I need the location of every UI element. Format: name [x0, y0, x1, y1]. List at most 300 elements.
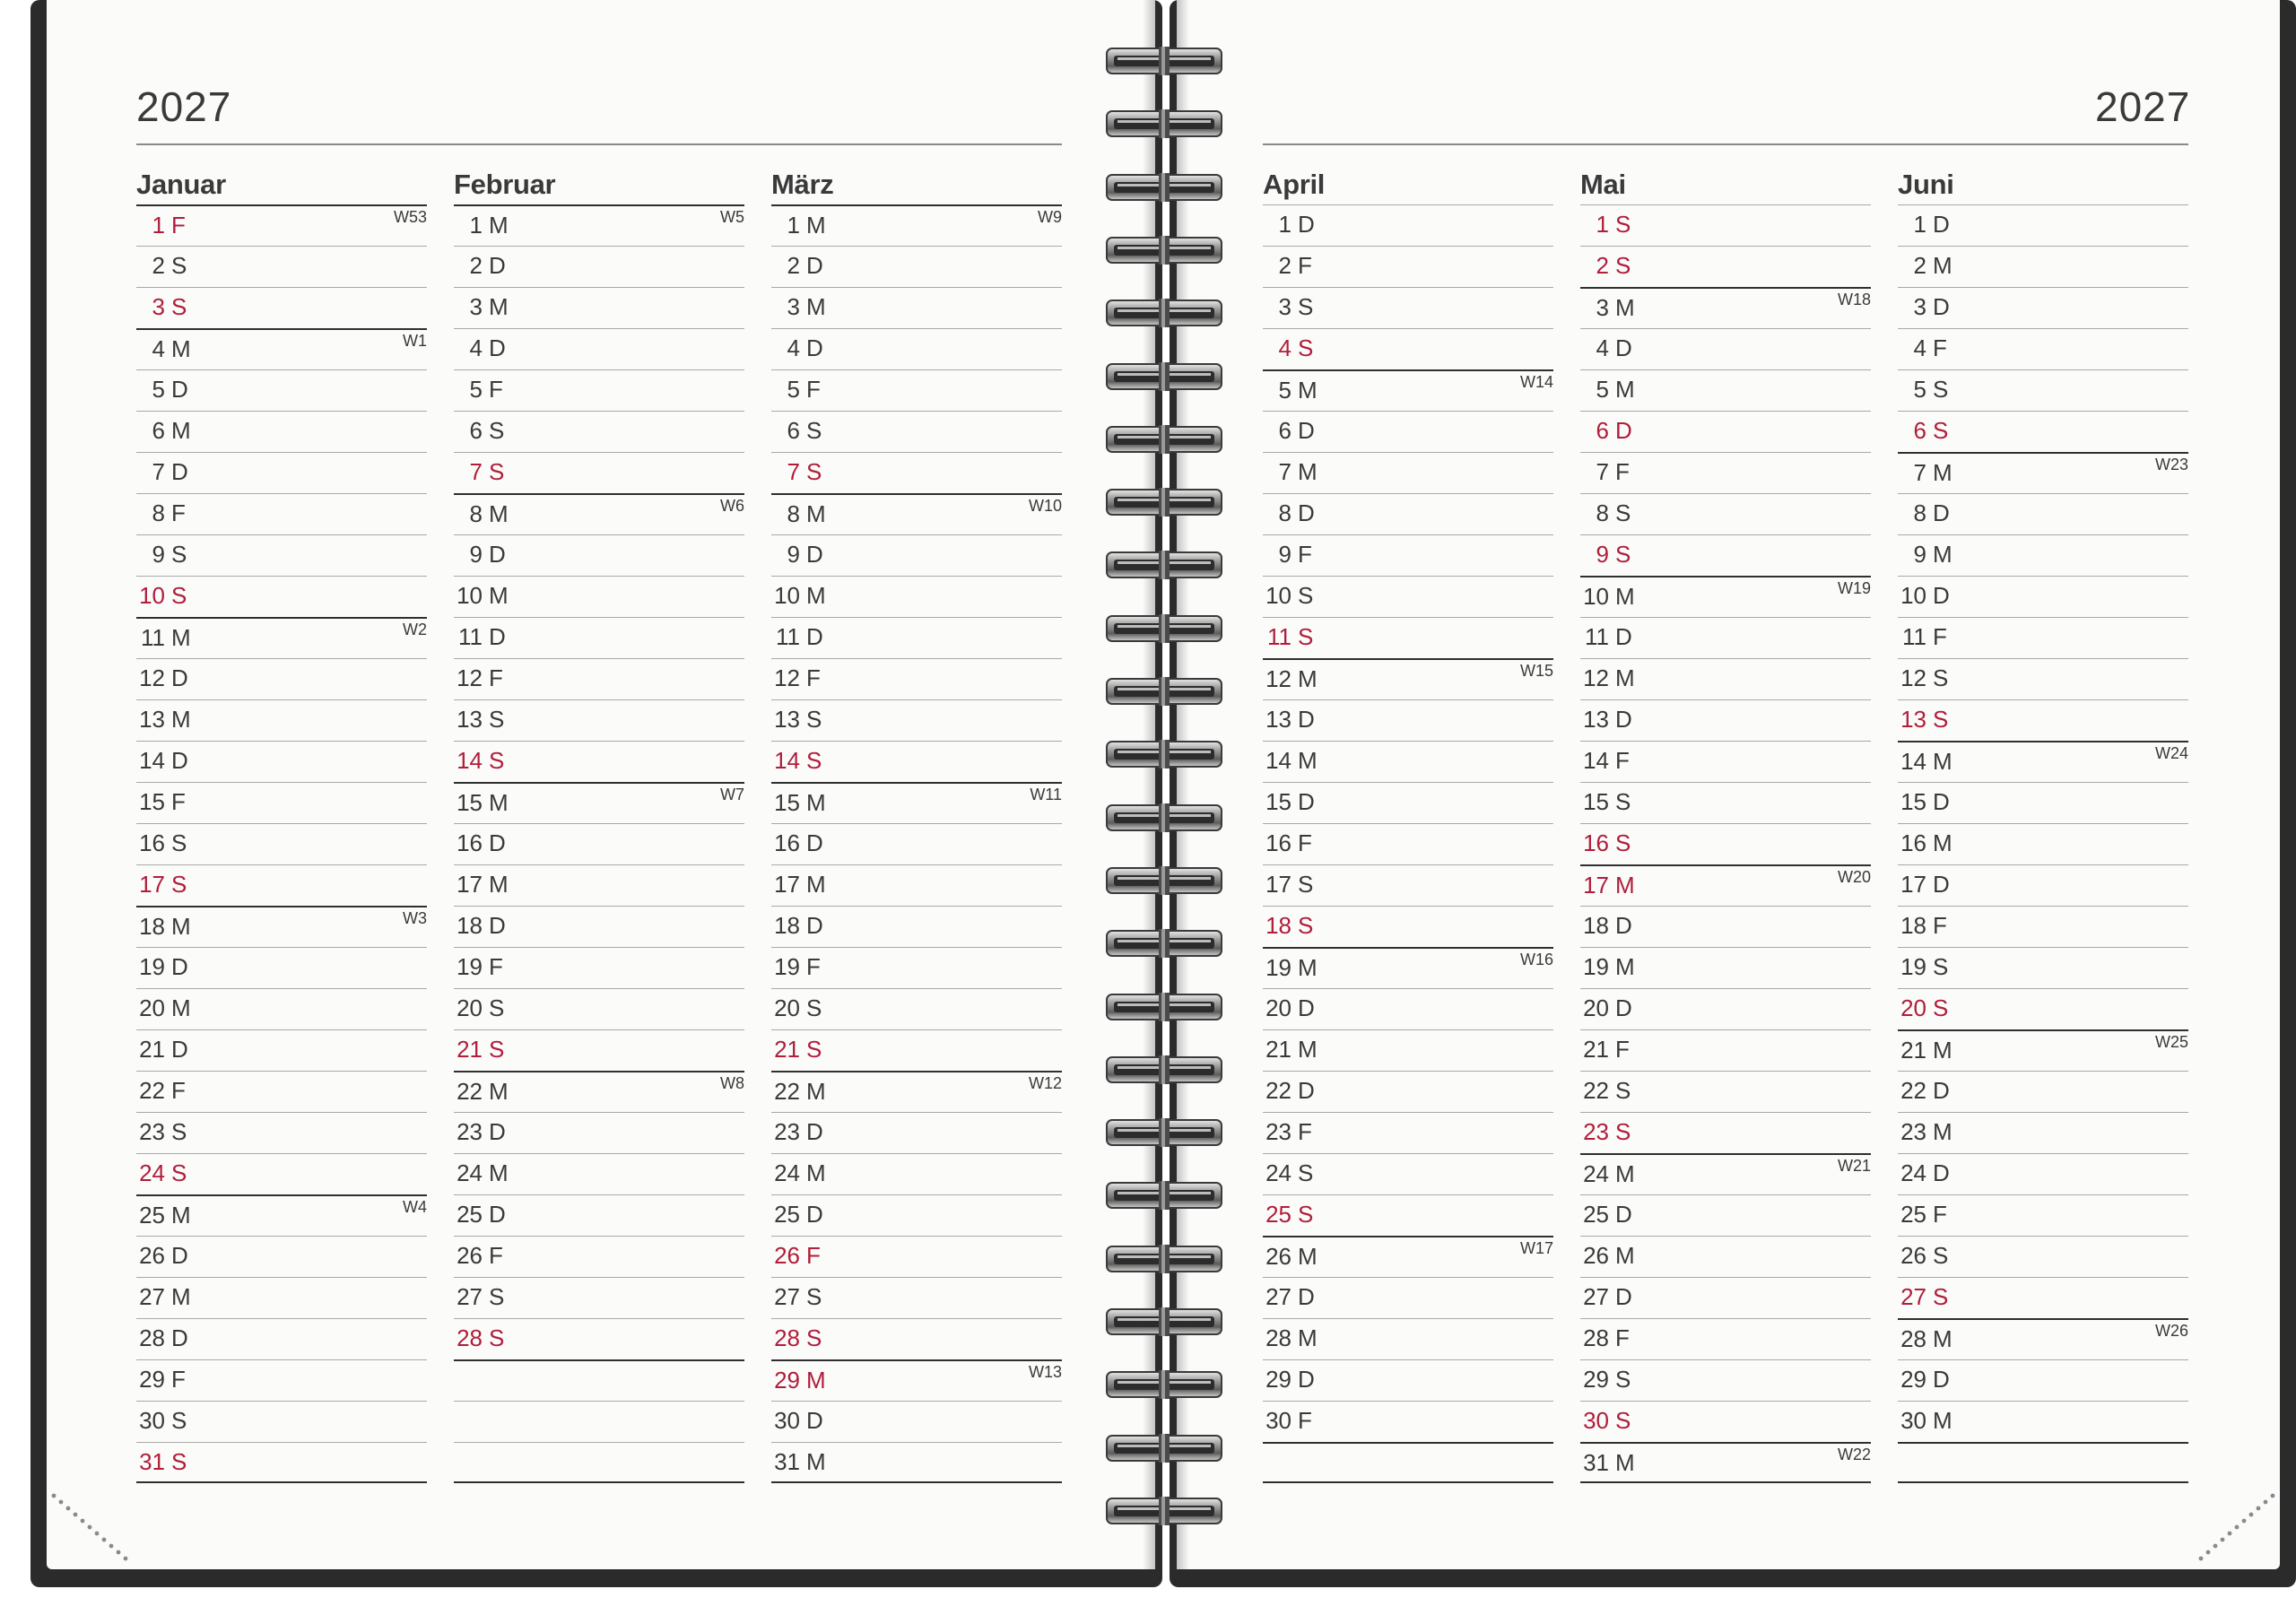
binding-ring — [1105, 614, 1223, 643]
binding-ring — [1105, 1118, 1223, 1147]
day-row[interactable] — [454, 493, 744, 534]
weekday-letter: M — [1615, 1449, 1635, 1476]
day-number: 29 — [1583, 1366, 1609, 1393]
day-row[interactable] — [136, 328, 427, 369]
day-row[interactable] — [771, 328, 1062, 369]
day-number: 23 — [457, 1118, 483, 1145]
weekday-letter: S — [1298, 912, 1314, 939]
day-row[interactable] — [454, 411, 744, 452]
day-row[interactable] — [771, 947, 1062, 988]
day-row[interactable] — [771, 1236, 1062, 1277]
day-number: 8 — [469, 500, 483, 527]
month-column-juni — [1898, 165, 2188, 1483]
day-number: 20 — [1265, 994, 1292, 1021]
day-row[interactable] — [771, 287, 1062, 328]
day-row[interactable] — [1580, 1153, 1871, 1194]
day-row[interactable] — [136, 658, 427, 699]
day-row[interactable] — [454, 1029, 744, 1071]
weekday-letter: M — [489, 582, 509, 609]
day-row[interactable] — [771, 1442, 1062, 1483]
day-row[interactable] — [454, 204, 744, 246]
day-row[interactable] — [1898, 699, 2188, 741]
weekday-letter: S — [1933, 1283, 1949, 1310]
day-row[interactable] — [136, 1401, 427, 1442]
day-row[interactable] — [136, 1442, 427, 1483]
day-row[interactable] — [1263, 699, 1553, 741]
day-row[interactable] — [454, 906, 744, 947]
day-row[interactable] — [1898, 1194, 2188, 1236]
day-row[interactable] — [1263, 823, 1553, 864]
day-row[interactable] — [1898, 782, 2188, 823]
weekday-letter: M — [806, 1078, 826, 1105]
day-row[interactable] — [136, 1029, 427, 1071]
day-row[interactable] — [136, 204, 427, 246]
day-row[interactable] — [1898, 1401, 2188, 1442]
weekday-letter: M — [1933, 1037, 1952, 1064]
day-number: 29 — [1900, 1366, 1926, 1393]
day-row[interactable] — [771, 1277, 1062, 1318]
day-number: 9 — [787, 541, 800, 568]
weekday-letter: F — [1298, 1407, 1312, 1434]
day-number: 8 — [1596, 499, 1609, 526]
day-row[interactable] — [136, 1153, 427, 1194]
day-number: 8 — [152, 499, 165, 526]
day-row[interactable] — [1580, 1236, 1871, 1277]
day-row[interactable] — [454, 576, 744, 617]
day-row[interactable] — [1263, 1153, 1553, 1194]
day-row[interactable] — [1580, 1071, 1871, 1112]
weekday-letter: F — [1615, 1324, 1630, 1351]
day-row[interactable] — [1898, 1029, 2188, 1071]
day-row[interactable] — [136, 369, 427, 411]
weekday-letter: S — [1298, 1159, 1314, 1186]
day-number: 2 — [1913, 252, 1926, 279]
day-row[interactable] — [1898, 658, 2188, 699]
day-number: 10 — [1265, 582, 1292, 609]
binding-ring — [1105, 551, 1223, 579]
day-number: 27 — [774, 1283, 800, 1310]
day-number: 1 — [1596, 211, 1609, 238]
day-row[interactable] — [1580, 864, 1871, 906]
weekday-letter: D — [171, 953, 188, 980]
day-row[interactable] — [136, 1277, 427, 1318]
day-number: 2 — [1278, 252, 1292, 279]
day-row[interactable] — [771, 1194, 1062, 1236]
day-row[interactable] — [1580, 741, 1871, 782]
day-number: 31 — [774, 1448, 800, 1475]
day-row[interactable] — [771, 1359, 1062, 1401]
day-row[interactable] — [1580, 493, 1871, 534]
day-row[interactable] — [1263, 1112, 1553, 1153]
day-row[interactable] — [1263, 534, 1553, 576]
weekday-letter: M — [806, 1159, 826, 1186]
day-row[interactable] — [1263, 1318, 1553, 1359]
day-row[interactable] — [1580, 1277, 1871, 1318]
day-row[interactable] — [771, 823, 1062, 864]
day-row[interactable] — [1898, 741, 2188, 782]
day-row[interactable] — [771, 411, 1062, 452]
weekday-letter: D — [1933, 1159, 1950, 1186]
day-number: 30 — [1265, 1407, 1292, 1434]
day-row[interactable] — [136, 411, 427, 452]
day-number: 30 — [1583, 1407, 1609, 1434]
day-row[interactable] — [1580, 452, 1871, 493]
day-row[interactable] — [454, 328, 744, 369]
day-row[interactable] — [1580, 658, 1871, 699]
day-number: 28 — [1265, 1324, 1292, 1351]
day-number: 3 — [1596, 294, 1609, 321]
empty-day-row[interactable] — [454, 1442, 744, 1483]
day-row[interactable] — [771, 658, 1062, 699]
day-row[interactable] — [771, 1029, 1062, 1071]
day-row[interactable] — [1580, 576, 1871, 617]
day-row[interactable] — [771, 493, 1062, 534]
day-number: 17 — [1900, 871, 1926, 898]
day-row[interactable] — [1263, 452, 1553, 493]
day-row[interactable] — [1898, 988, 2188, 1029]
day-row[interactable] — [1898, 823, 2188, 864]
day-row[interactable] — [1263, 493, 1553, 534]
day-row[interactable] — [1898, 1236, 2188, 1277]
day-row[interactable] — [454, 988, 744, 1029]
day-row[interactable] — [136, 947, 427, 988]
weekday-letter: M — [1298, 1324, 1318, 1351]
day-row[interactable] — [1898, 1071, 2188, 1112]
day-number: 11 — [141, 624, 165, 651]
day-number: 11 — [1902, 623, 1926, 650]
day-row[interactable] — [136, 906, 427, 947]
day-row[interactable] — [1580, 246, 1871, 287]
weekday-letter: M — [1298, 1243, 1318, 1270]
binding-ring — [1105, 1434, 1223, 1463]
day-number: 22 — [1265, 1077, 1292, 1104]
day-row[interactable] — [1263, 1359, 1553, 1401]
day-row[interactable] — [454, 287, 744, 328]
weekday-letter: M — [1615, 872, 1635, 899]
day-row[interactable] — [1898, 576, 2188, 617]
day-row[interactable] — [1580, 906, 1871, 947]
corner-dots-right — [2196, 1489, 2276, 1569]
day-row[interactable] — [136, 287, 427, 328]
day-row[interactable] — [454, 741, 744, 782]
day-row[interactable] — [1898, 204, 2188, 246]
day-row[interactable] — [1263, 947, 1553, 988]
binding-ring — [1105, 1497, 1223, 1525]
day-row[interactable] — [1898, 328, 2188, 369]
day-row[interactable] — [1898, 864, 2188, 906]
day-number: 27 — [457, 1283, 483, 1310]
day-row[interactable] — [1263, 906, 1553, 947]
day-row[interactable] — [1580, 1194, 1871, 1236]
day-row[interactable] — [771, 452, 1062, 493]
weekday-letter: S — [806, 1324, 822, 1351]
day-row[interactable] — [1263, 1029, 1553, 1071]
day-row[interactable] — [1898, 246, 2188, 287]
day-row[interactable] — [454, 947, 744, 988]
day-number: 27 — [1265, 1283, 1292, 1310]
day-row[interactable] — [771, 782, 1062, 823]
weekday-letter: D — [171, 1324, 188, 1351]
day-number: 19 — [1583, 953, 1609, 980]
day-row[interactable] — [1580, 823, 1871, 864]
day-row[interactable] — [771, 576, 1062, 617]
day-row[interactable] — [1580, 1029, 1871, 1071]
day-number: 24 — [139, 1159, 165, 1186]
day-row[interactable] — [454, 1277, 744, 1318]
day-number: 15 — [139, 788, 165, 815]
weekday-letter: F — [1615, 458, 1630, 485]
day-row[interactable] — [1580, 328, 1871, 369]
weekday-letter: S — [1298, 1201, 1314, 1228]
day-row[interactable] — [454, 452, 744, 493]
day-row[interactable] — [771, 534, 1062, 576]
empty-day-row[interactable] — [454, 1359, 744, 1401]
day-row[interactable] — [1263, 1236, 1553, 1277]
binding-ring — [1105, 1181, 1223, 1210]
weekday-letter: D — [489, 912, 506, 939]
day-row[interactable] — [1263, 658, 1553, 699]
day-row[interactable] — [771, 906, 1062, 947]
day-row[interactable] — [454, 1071, 744, 1112]
day-row[interactable] — [1263, 741, 1553, 782]
weekday-letter: D — [1615, 1201, 1632, 1228]
day-row[interactable] — [454, 369, 744, 411]
day-row[interactable] — [1898, 411, 2188, 452]
day-row[interactable] — [1263, 1401, 1553, 1442]
binding-ring — [1105, 1370, 1223, 1399]
weekday-letter: M — [1298, 665, 1318, 692]
weekday-letter: F — [1615, 747, 1630, 774]
day-row[interactable] — [1580, 1112, 1871, 1153]
weekday-letter: M — [1298, 1036, 1318, 1063]
day-row[interactable] — [136, 988, 427, 1029]
day-row[interactable] — [771, 1153, 1062, 1194]
day-row[interactable] — [1898, 906, 2188, 947]
empty-day-row[interactable] — [1263, 1442, 1553, 1483]
day-row[interactable] — [454, 699, 744, 741]
day-row[interactable] — [771, 1071, 1062, 1112]
day-row[interactable] — [1263, 1194, 1553, 1236]
weekday-letter: F — [489, 953, 503, 980]
weekday-letter: S — [1615, 252, 1631, 279]
day-row[interactable] — [454, 534, 744, 576]
day-row[interactable] — [1263, 988, 1553, 1029]
day-row[interactable] — [454, 617, 744, 658]
week-number: W26 — [2154, 1322, 2188, 1340]
day-row[interactable] — [1263, 1277, 1553, 1318]
weekday-letter: F — [806, 664, 821, 691]
day-row[interactable] — [136, 246, 427, 287]
weekday-letter: S — [806, 994, 822, 1021]
weekday-letter: M — [1298, 458, 1318, 485]
day-row[interactable] — [1580, 204, 1871, 246]
month-name: Mai — [1580, 169, 1626, 200]
day-number: 29 — [139, 1366, 165, 1393]
day-row[interactable] — [1580, 1359, 1871, 1401]
week-number: W16 — [1519, 951, 1553, 968]
binding-ring — [1105, 173, 1223, 202]
day-row[interactable] — [454, 1236, 744, 1277]
day-row[interactable] — [771, 741, 1062, 782]
day-row[interactable] — [1898, 617, 2188, 658]
day-row[interactable] — [136, 1359, 427, 1401]
day-row[interactable] — [1580, 617, 1871, 658]
day-number: 17 — [139, 871, 165, 898]
day-row[interactable] — [771, 204, 1062, 246]
day-number: 6 — [1596, 417, 1609, 444]
day-row[interactable] — [136, 699, 427, 741]
weekday-letter: M — [1615, 664, 1635, 691]
day-number: 20 — [1900, 994, 1926, 1021]
day-row[interactable] — [1263, 864, 1553, 906]
week-number: W18 — [1837, 291, 1871, 308]
weekday-letter: D — [1615, 623, 1632, 650]
weekday-letter: M — [1933, 1118, 1952, 1145]
day-row[interactable] — [136, 534, 427, 576]
day-row[interactable] — [136, 741, 427, 782]
day-row[interactable] — [454, 823, 744, 864]
day-row[interactable] — [136, 1071, 427, 1112]
day-row[interactable] — [771, 988, 1062, 1029]
day-row[interactable] — [771, 1401, 1062, 1442]
day-row[interactable] — [454, 1194, 744, 1236]
day-row[interactable] — [771, 617, 1062, 658]
day-row[interactable] — [1898, 369, 2188, 411]
day-row[interactable] — [1580, 369, 1871, 411]
weekday-letter: F — [1298, 541, 1312, 568]
day-row[interactable] — [136, 1236, 427, 1277]
day-row[interactable] — [1580, 1318, 1871, 1359]
day-row[interactable] — [1898, 534, 2188, 576]
day-number: 14 — [774, 747, 800, 774]
day-row[interactable] — [1263, 411, 1553, 452]
day-row[interactable] — [136, 452, 427, 493]
day-row[interactable] — [454, 1153, 744, 1194]
day-row[interactable] — [454, 782, 744, 823]
day-row[interactable] — [1580, 947, 1871, 988]
day-row[interactable] — [1580, 1442, 1871, 1483]
weekday-letter: S — [171, 582, 187, 609]
day-row[interactable] — [1263, 782, 1553, 823]
day-row[interactable] — [1898, 1318, 2188, 1359]
week-number: W23 — [2154, 456, 2188, 473]
day-number: 15 — [457, 789, 483, 816]
day-row[interactable] — [136, 576, 427, 617]
weekday-letter: M — [806, 1367, 826, 1394]
day-number: 10 — [1900, 582, 1926, 609]
day-row[interactable] — [1263, 1071, 1553, 1112]
day-number: 11 — [1267, 623, 1292, 650]
day-row[interactable] — [1580, 411, 1871, 452]
day-number: 7 — [1278, 458, 1292, 485]
day-row[interactable] — [136, 1318, 427, 1359]
weekday-letter: D — [1933, 1366, 1950, 1393]
weekday-letter: D — [1615, 706, 1632, 733]
weekday-letter: M — [171, 994, 191, 1021]
day-number: 21 — [139, 1036, 165, 1063]
week-number: W1 — [403, 332, 427, 350]
day-row[interactable] — [1898, 1277, 2188, 1318]
day-row[interactable] — [136, 617, 427, 658]
day-number: 17 — [457, 871, 483, 898]
weekday-letter: S — [489, 458, 505, 485]
weekday-letter: D — [806, 829, 823, 856]
weekday-letter: S — [806, 417, 822, 444]
day-row[interactable] — [1580, 988, 1871, 1029]
day-number: 9 — [469, 541, 483, 568]
day-row[interactable] — [1263, 287, 1553, 328]
day-row[interactable] — [454, 658, 744, 699]
day-row[interactable] — [771, 246, 1062, 287]
day-number: 1 — [1278, 211, 1292, 238]
day-row[interactable] — [136, 1194, 427, 1236]
day-row[interactable] — [1898, 1359, 2188, 1401]
day-row[interactable] — [1580, 534, 1871, 576]
day-row[interactable] — [1898, 947, 2188, 988]
month-name: Januar — [136, 169, 226, 200]
week-number: W25 — [2154, 1033, 2188, 1051]
weekday-letter: M — [1615, 376, 1635, 403]
empty-day-row[interactable] — [454, 1401, 744, 1442]
day-row[interactable] — [136, 493, 427, 534]
day-row[interactable] — [454, 1112, 744, 1153]
day-row[interactable] — [1263, 369, 1553, 411]
day-row[interactable] — [1898, 452, 2188, 493]
weekday-letter: M — [806, 293, 826, 320]
day-number: 1 — [152, 212, 165, 239]
day-row[interactable] — [1898, 287, 2188, 328]
day-row[interactable] — [136, 782, 427, 823]
day-row[interactable] — [1898, 493, 2188, 534]
day-row[interactable] — [771, 1112, 1062, 1153]
day-row[interactable] — [1580, 287, 1871, 328]
day-row[interactable] — [1580, 782, 1871, 823]
day-row[interactable] — [1263, 246, 1553, 287]
day-number: 9 — [1596, 541, 1609, 568]
day-row[interactable] — [454, 246, 744, 287]
day-row[interactable] — [1263, 328, 1553, 369]
empty-day-row[interactable] — [1898, 1442, 2188, 1483]
weekday-letter: D — [1933, 871, 1950, 898]
day-number: 3 — [1913, 293, 1926, 320]
day-row[interactable] — [1263, 617, 1553, 658]
day-number: 28 — [774, 1324, 800, 1351]
day-row[interactable] — [1580, 1401, 1871, 1442]
day-row[interactable] — [454, 1318, 744, 1359]
weekday-letter: F — [1298, 252, 1312, 279]
day-number: 16 — [774, 829, 800, 856]
day-row[interactable] — [1898, 1153, 2188, 1194]
day-row[interactable] — [771, 699, 1062, 741]
day-row[interactable] — [771, 864, 1062, 906]
day-row[interactable] — [454, 864, 744, 906]
day-number: 18 — [1265, 912, 1292, 939]
day-row[interactable] — [1580, 699, 1871, 741]
day-row[interactable] — [771, 1318, 1062, 1359]
day-row[interactable] — [1898, 1112, 2188, 1153]
weekday-letter: M — [1615, 1242, 1635, 1269]
day-row[interactable] — [771, 369, 1062, 411]
day-row[interactable] — [136, 1112, 427, 1153]
day-row[interactable] — [136, 864, 427, 906]
day-number: 12 — [139, 664, 165, 691]
day-row[interactable] — [1263, 204, 1553, 246]
day-number: 12 — [1900, 664, 1926, 691]
weekday-letter: M — [171, 706, 191, 733]
day-row[interactable] — [136, 823, 427, 864]
day-row[interactable] — [1263, 576, 1553, 617]
month-column-februar — [454, 165, 744, 1483]
